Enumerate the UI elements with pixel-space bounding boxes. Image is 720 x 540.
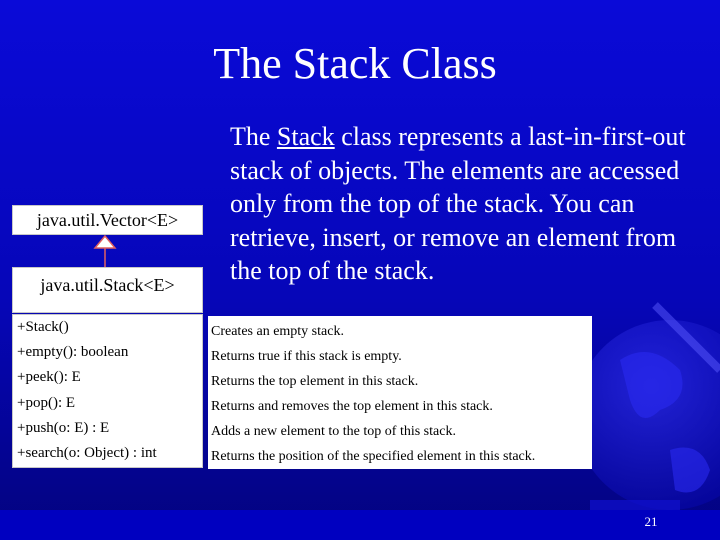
method-description: Returns and removes the top element in this stack.: [211, 399, 493, 414]
body-text-stack-link: Stack: [276, 122, 335, 151]
method-description: Adds a new element to the top of this stack.: [211, 424, 456, 439]
method-item: +Stack(): [17, 319, 69, 335]
method-item: +push(o: E) : E: [17, 420, 110, 436]
footer-bar: [0, 510, 720, 540]
method-description: Returns the top element in this stack.: [211, 374, 419, 389]
method-description: Returns the position of the specified element in this stack.: [211, 449, 536, 464]
method-description: Creates an empty stack.: [211, 324, 344, 339]
method-descriptions-box: [208, 316, 592, 469]
uml-class-name-box: java.util.Stack<E>: [12, 267, 203, 313]
method-item: +search(o: Object) : int: [17, 445, 157, 461]
slide-body-text: [230, 120, 690, 288]
uml-superclass-box: java.util.Vector<E>: [12, 205, 203, 235]
body-text-rest: class represents a last-in-first-out stack of objects. The elements are accessed only from the top of the stack. You can retrieve, insert, or remove an element from the top of the stack.: [230, 122, 686, 285]
uml-methods-box: [12, 314, 203, 468]
slide-title: The Stack Class: [213, 39, 497, 88]
method-item: +empty(): boolean: [17, 344, 129, 360]
method-description: Returns true if this stack is empty.: [211, 349, 402, 364]
page-number: 21: [644, 514, 658, 529]
inheritance-arrow-icon: [90, 234, 120, 268]
method-item: +pop(): E: [17, 395, 76, 411]
method-item: +peek(): E: [17, 369, 81, 385]
body-text-start: The: [230, 122, 277, 151]
